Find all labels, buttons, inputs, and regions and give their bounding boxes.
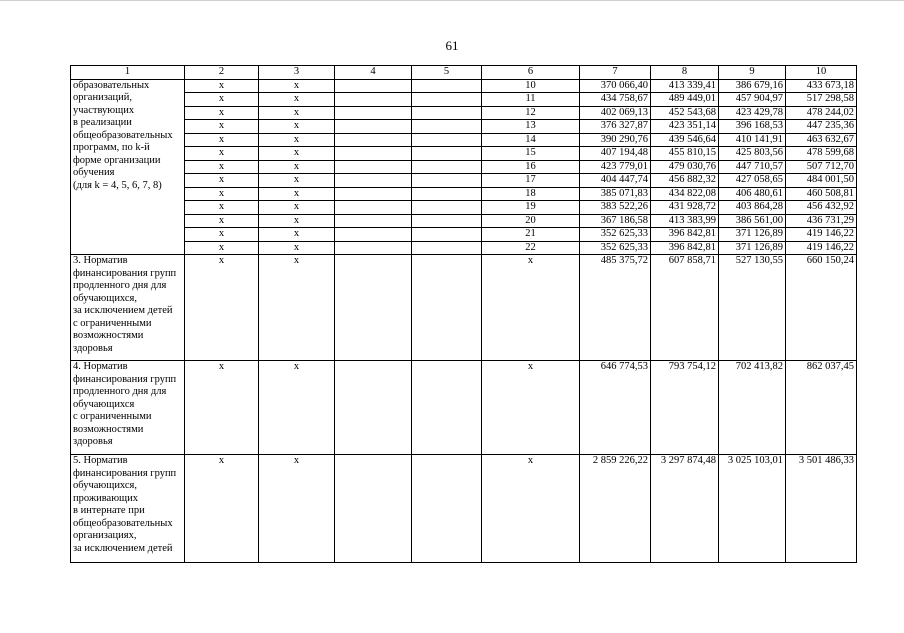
- header-cell-5: 5: [412, 66, 482, 80]
- cell-col9: 527 130,55: [719, 255, 786, 361]
- cell-col4: [335, 174, 412, 188]
- cell-col8: 439 546,64: [651, 133, 719, 147]
- cell-col8: 431 928,72: [651, 201, 719, 215]
- cell-col5: [412, 187, 482, 201]
- cell-col3: x: [259, 106, 335, 120]
- cell-col6: 11: [482, 93, 580, 107]
- cell-col2: x: [185, 228, 259, 242]
- cell-col9: 457 904,97: [719, 93, 786, 107]
- cell-col2: x: [185, 147, 259, 161]
- cell-col8: 455 810,15: [651, 147, 719, 161]
- cell-col2: x: [185, 93, 259, 107]
- table-row: [71, 201, 857, 215]
- table-row: [71, 147, 857, 161]
- cell-col9: 371 126,89: [719, 241, 786, 255]
- row-label: образовательных организаций, участвующих в реализации общеобразовательных программ, по k-й форме организации обучения (для k = 4, 5, 6, 7, 8): [71, 79, 185, 255]
- cell-col6: 14: [482, 133, 580, 147]
- cell-col4: [335, 79, 412, 93]
- cell-col4: [335, 160, 412, 174]
- table-row: [71, 255, 857, 361]
- cell-col6: 15: [482, 147, 580, 161]
- row-label: 4. Норматив финансирования групп продленного дня для обучающихся с ограниченными возможностями здоровья: [71, 361, 185, 455]
- cell-col7: 485 375,72: [580, 255, 651, 361]
- cell-col9: 447 710,57: [719, 160, 786, 174]
- cell-col7: 352 625,33: [580, 228, 651, 242]
- cell-col9: 3 025 103,01: [719, 455, 786, 563]
- cell-col5: [412, 201, 482, 215]
- cell-col9: 371 126,89: [719, 228, 786, 242]
- cell-col7: 434 758,67: [580, 93, 651, 107]
- cell-col8: 413 339,41: [651, 79, 719, 93]
- cell-col8: 479 030,76: [651, 160, 719, 174]
- cell-col8: 456 882,32: [651, 174, 719, 188]
- page-number: 61: [445, 38, 459, 53]
- table-row: [71, 214, 857, 228]
- cell-col10: 862 037,45: [786, 361, 857, 455]
- cell-col5: [412, 133, 482, 147]
- cell-col9: 427 058,65: [719, 174, 786, 188]
- cell-col4: [335, 93, 412, 107]
- cell-col9: 410 141,91: [719, 133, 786, 147]
- header-row: [71, 66, 857, 80]
- cell-col9: 702 413,82: [719, 361, 786, 455]
- cell-col8: 3 297 874,48: [651, 455, 719, 563]
- cell-col5: [412, 93, 482, 107]
- cell-col3: x: [259, 120, 335, 134]
- table-row: [71, 228, 857, 242]
- header-cell-1: 1: [71, 66, 185, 80]
- cell-col10: 419 146,22: [786, 228, 857, 242]
- cell-col6: x: [482, 455, 580, 563]
- cell-col9: 403 864,28: [719, 201, 786, 215]
- cell-col3: x: [259, 255, 335, 361]
- table-row: [71, 160, 857, 174]
- cell-col5: [412, 120, 482, 134]
- table-row: [71, 106, 857, 120]
- cell-col3: x: [259, 160, 335, 174]
- cell-col2: x: [185, 241, 259, 255]
- cell-col6: x: [482, 361, 580, 455]
- financing-table: [70, 65, 857, 563]
- cell-col4: [335, 187, 412, 201]
- cell-col10: 660 150,24: [786, 255, 857, 361]
- row-label: 5. Норматив финансирования групп обучающихся, проживающих в интернате при общеобразовательных организациях, за исключением детей: [71, 455, 185, 563]
- cell-col7: 423 779,01: [580, 160, 651, 174]
- cell-col7: 352 625,33: [580, 241, 651, 255]
- cell-col9: 386 679,16: [719, 79, 786, 93]
- cell-col5: [412, 79, 482, 93]
- cell-col9: 396 168,53: [719, 120, 786, 134]
- cell-col2: x: [185, 160, 259, 174]
- cell-col8: 423 351,14: [651, 120, 719, 134]
- cell-col2: x: [185, 120, 259, 134]
- header-cell-10: 10: [786, 66, 857, 80]
- cell-col7: 404 447,74: [580, 174, 651, 188]
- cell-col3: x: [259, 361, 335, 455]
- cell-col5: [412, 160, 482, 174]
- scan-top-edge: [0, 0, 904, 1]
- cell-col10: 436 731,29: [786, 214, 857, 228]
- cell-col5: [412, 106, 482, 120]
- cell-col10: 419 146,22: [786, 241, 857, 255]
- cell-col10: 463 632,67: [786, 133, 857, 147]
- cell-col5: [412, 214, 482, 228]
- cell-col6: 20: [482, 214, 580, 228]
- cell-col10: 456 432,92: [786, 201, 857, 215]
- cell-col4: [335, 228, 412, 242]
- cell-col2: x: [185, 187, 259, 201]
- cell-col2: x: [185, 174, 259, 188]
- cell-col4: [335, 255, 412, 361]
- cell-col3: x: [259, 147, 335, 161]
- cell-col10: 484 001,50: [786, 174, 857, 188]
- cell-col4: [335, 120, 412, 134]
- cell-col2: x: [185, 201, 259, 215]
- cell-col8: 793 754,12: [651, 361, 719, 455]
- cell-col4: [335, 147, 412, 161]
- cell-col10: 3 501 486,33: [786, 455, 857, 563]
- cell-col7: 383 522,26: [580, 201, 651, 215]
- cell-col3: x: [259, 201, 335, 215]
- cell-col3: x: [259, 187, 335, 201]
- cell-col4: [335, 106, 412, 120]
- cell-col9: 406 480,61: [719, 187, 786, 201]
- table-row: [71, 241, 857, 255]
- cell-col3: x: [259, 214, 335, 228]
- header-cell-9: 9: [719, 66, 786, 80]
- cell-col8: 396 842,81: [651, 228, 719, 242]
- cell-col7: 390 290,76: [580, 133, 651, 147]
- cell-col2: x: [185, 361, 259, 455]
- cell-col2: x: [185, 455, 259, 563]
- cell-col7: 407 194,48: [580, 147, 651, 161]
- cell-col3: x: [259, 174, 335, 188]
- cell-col3: x: [259, 93, 335, 107]
- cell-col10: 433 673,18: [786, 79, 857, 93]
- cell-col8: 434 822,08: [651, 187, 719, 201]
- cell-col10: 447 235,36: [786, 120, 857, 134]
- cell-col3: x: [259, 79, 335, 93]
- cell-col9: 425 803,56: [719, 147, 786, 161]
- header-cell-4: 4: [335, 66, 412, 80]
- cell-col3: x: [259, 133, 335, 147]
- cell-col2: x: [185, 255, 259, 361]
- cell-col5: [412, 174, 482, 188]
- table-row: [71, 174, 857, 188]
- cell-col6: 16: [482, 160, 580, 174]
- cell-col9: 386 561,00: [719, 214, 786, 228]
- cell-col4: [335, 201, 412, 215]
- cell-col2: x: [185, 214, 259, 228]
- cell-col5: [412, 361, 482, 455]
- cell-col10: 517 298,58: [786, 93, 857, 107]
- cell-col6: 13: [482, 120, 580, 134]
- cell-col3: x: [259, 455, 335, 563]
- table-row: [71, 120, 857, 134]
- cell-col6: 17: [482, 174, 580, 188]
- cell-col2: x: [185, 133, 259, 147]
- cell-col10: 460 508,81: [786, 187, 857, 201]
- cell-col4: [335, 241, 412, 255]
- cell-col6: 10: [482, 79, 580, 93]
- cell-col7: 646 774,53: [580, 361, 651, 455]
- cell-col2: x: [185, 79, 259, 93]
- cell-col4: [335, 214, 412, 228]
- cell-col5: [412, 255, 482, 361]
- cell-col6: x: [482, 255, 580, 361]
- cell-col7: 370 066,40: [580, 79, 651, 93]
- cell-col10: 507 712,70: [786, 160, 857, 174]
- cell-col7: 385 071,83: [580, 187, 651, 201]
- cell-col8: 396 842,81: [651, 241, 719, 255]
- cell-col8: 489 449,01: [651, 93, 719, 107]
- cell-col8: 452 543,68: [651, 106, 719, 120]
- cell-col7: 376 327,87: [580, 120, 651, 134]
- table-row: [71, 455, 857, 563]
- cell-col4: [335, 361, 412, 455]
- cell-col6: 12: [482, 106, 580, 120]
- header-cell-7: 7: [580, 66, 651, 80]
- cell-col7: 367 186,58: [580, 214, 651, 228]
- cell-col5: [412, 241, 482, 255]
- table-row: [71, 93, 857, 107]
- table-row: [71, 79, 857, 93]
- header-cell-6: 6: [482, 66, 580, 80]
- cell-col8: 413 383,99: [651, 214, 719, 228]
- table-row: [71, 133, 857, 147]
- cell-col3: x: [259, 241, 335, 255]
- cell-col7: 2 859 226,22: [580, 455, 651, 563]
- cell-col2: x: [185, 106, 259, 120]
- header-cell-8: 8: [651, 66, 719, 80]
- header-cell-2: 2: [185, 66, 259, 80]
- row-label: 3. Норматив финансирования групп продленного дня для обучающихся, за исключением детей с ограниченными возможностями здоровья: [71, 255, 185, 361]
- cell-col10: 478 599,68: [786, 147, 857, 161]
- cell-col4: [335, 133, 412, 147]
- cell-col6: 22: [482, 241, 580, 255]
- table-row: [71, 361, 857, 455]
- cell-col5: [412, 455, 482, 563]
- header-cell-3: 3: [259, 66, 335, 80]
- cell-col6: 18: [482, 187, 580, 201]
- cell-col6: 19: [482, 201, 580, 215]
- cell-col8: 607 858,71: [651, 255, 719, 361]
- cell-col5: [412, 147, 482, 161]
- table-row: [71, 187, 857, 201]
- cell-col9: 423 429,78: [719, 106, 786, 120]
- cell-col6: 21: [482, 228, 580, 242]
- cell-col10: 478 244,02: [786, 106, 857, 120]
- cell-col5: [412, 228, 482, 242]
- cell-col4: [335, 455, 412, 563]
- cell-col3: x: [259, 228, 335, 242]
- cell-col7: 402 069,13: [580, 106, 651, 120]
